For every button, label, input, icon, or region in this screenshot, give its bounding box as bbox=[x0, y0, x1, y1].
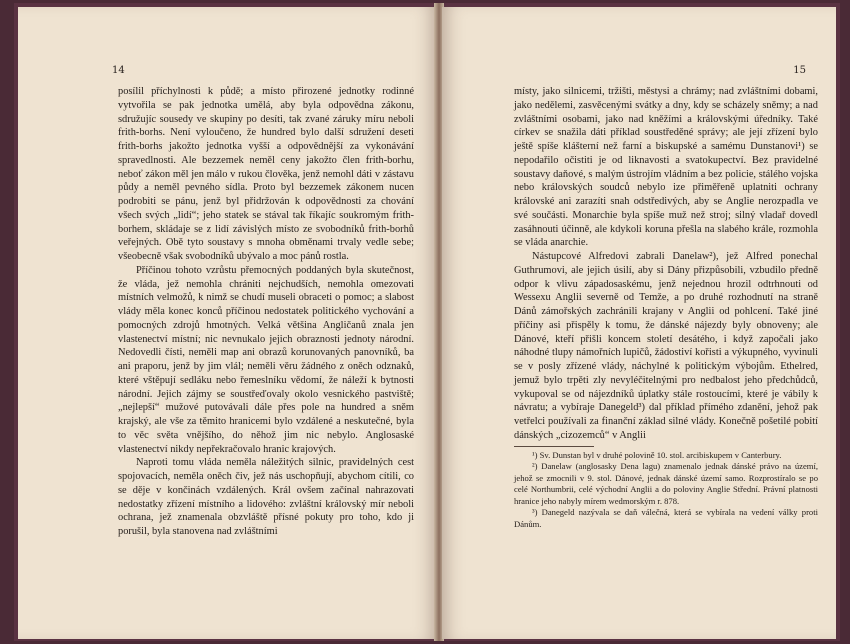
book-spread bbox=[14, 3, 840, 641]
footnote: ¹) Sv. Dunstan byl v druhé polovině 10. stol. arcibiskupem v Canterbury. bbox=[532, 449, 782, 460]
left-page-text bbox=[118, 85, 414, 539]
paragraph: Naproti tomu vláda neměla náležitých silnic, pravidelných cest spojovacích, neměla oněch čiv, jež nás uschopňují, abychom cítili, co se děje v končinách vzdálených. Král ovšem začínal nahrazovati nedostatky zřízení místního a lidového: zvláštní královský mír neboli ochrana, jež znamenala obzvláště přísné pokuty pro toho, kdo ji porušil, byla stanovena nad zvláštními bbox=[118, 457, 414, 537]
right-page bbox=[442, 7, 836, 639]
footnote: ³) Danegeld nazývala se daň válečná, která se vybírala na vedení války proti Dánům. bbox=[514, 507, 818, 530]
paragraph: místy, jako silnicemi, tržišti, městysi a chrámy; nad zvláštními dobami, jako nedělemi, zasvěcenými svátky a dny, kdy se scházely sněmy; a nad zvláštními osobami, jako nad kněžími a královskými úředníky. Také církev se snažila dáti příklad soustředěné správy; ale její zřízení bylo ještě spíše klášterní než farní a biskupské a samému Dunstanovi¹) se nepodařilo očistiti je od liknavosti a svatokupectví. Bez pravidelné soustavy daňové, s malým ústrojím vládním a bez policie, stálého vojska nebo královských soudců nebylo ize přiměřeně uplatniti ochrany královské ani zarazíti snah odstředivých, aby se Anglie nerozpadla ve své součásti. Monarchie byla spíše muž než stroj; silný vladař dovedl zasáhnouti účinně, ale kdykoli koruna přešla na slabého krále, rozmohla se vláda anarchie. bbox=[514, 86, 818, 249]
page-number-left: 14 bbox=[112, 65, 125, 76]
paragraph: posílil příchylnosti k půdě; a místo přirozené jednotky rodinné vytvořila se pak jednotka umělá, aby byla odpovědna zákonu, sdružujíc sousedy ve skupiny po desíti, tak zvané záruky míru neboli frith-borhs. Není vyloučeno, že hundred bylo další sdružení deseti frith-borhs jakožto jednotka vyšší a odpovědnější za vykonávání spravedlnosti. Ale bezzemek neměl ceny jakožto člen frith-borhu, neboť zákon měl jen málo v rukou člověka, jenž nemohl dáti v zástavu půdy a neměl pevného sídla. Proto byl bezzemek zákonem nucen podrobiti se pánu, jenž byl přidržován k odpovědnosti za chování všech svých „lidí“; jeho statek se stával tak říkajíc soukromým frith-borhem, skládaje se z lidí závislých místo ze svobodníků frith-borhů veřejných. Obě tyto soustavy s mnoha obměnami trvaly vedle sebe; všeobecně však svobodníků ubývalo a moc pánů rostla. bbox=[118, 86, 414, 262]
left-page bbox=[18, 7, 436, 639]
right-page-text bbox=[514, 85, 818, 531]
page-number-right: 15 bbox=[793, 65, 806, 76]
footnote: ²) Danelaw (anglosasky Dena lagu) znamenalo jednak dánské právo na území, jehož se zmocnili v 9. stol. Dánové, jednak dánské území samo. Rozprostíralo se po celé Northumbrii, celé východní Anglii a do poloviny Anglie Střední. Právní platnosti hranice jeho nabyly mírem wedmorským r. 878. bbox=[514, 461, 818, 506]
paragraph: Nástupcové Alfredovi zabrali Danelaw²), jež Alfred ponechal Guthrumovi, ale jejich úsilí, aby si Dány přizpůsobili, vzbudilo předně odpor k vlivu západosaskému, jenž nejednou hrozil odtrhnouti od Wessexu Anglii severně od Temže, a po druhé rozhodnutí na straně Dánů zámořských zachránili krajany v Anglii od pohlcení. Také jiné příčiny asi přispěly k tomu, že dánské nájezdy byly obnoveny; ale Dánové, kteří přišli koncem století desátého, i když započali jako náhodné tlupy námořních lupičů, žádostiví kořisti a výkupného, vyvinuli se v posly zřízené vlády, náchylné k politickým výbojům. Ethelred, jemuž bylo trpěti zly nevyléčitelnými pro nedbalost jeho předchůdců, vykupoval se od nájezdníků úplatky stále rostoucími, které je vábily k návratu; a vybíraje Danegeld³) dal příklad přímého zdanění, jehož pak vetřelci používali za finanční základ silné vlády. Konečně pošetilé pobití dánských „cizozemců“ v Anglii bbox=[514, 251, 818, 441]
footnote-divider bbox=[514, 446, 594, 447]
paragraph: Příčinou tohoto vzrůstu přemocných poddaných byla skutečnost, že vláda, jež nemohla chrániti nejchudších, nemohla omezovati místních velmožů, k nimž se chudí museli obraceti o pomoc; a slabost vlády měla konec konců příčinou nedostatek politického vychování a pomocných zdrojů hmotných. Velká většina Angličanů znala jen vlastenectví místní; nic nevnukalo jejich obraznosti jednoty národní. Nedovedli čísti, neměli map ani obrazů korunovaných panovníků, ba ani praporu, jenž by jim vlál; neměli věru žádného z oněch odznaků, které vštěpují sedláku nebo řemeslníku vědomí, že náleží k bytnosti národní. Jejich zájmy se soustřeďovaly okolo vesnického pastviště; „nejlepší“ mužové putovávali dále přes pole na hundred a sněm krajský, ale vše za těmito hranicemi bylo vzdálené a neskutečné, byla to věc světa vnějšího, do něhož jim nic nebylo. Anglosaské vlastenectví nikdy nepřekračovalo hranic krajových. bbox=[118, 264, 414, 455]
